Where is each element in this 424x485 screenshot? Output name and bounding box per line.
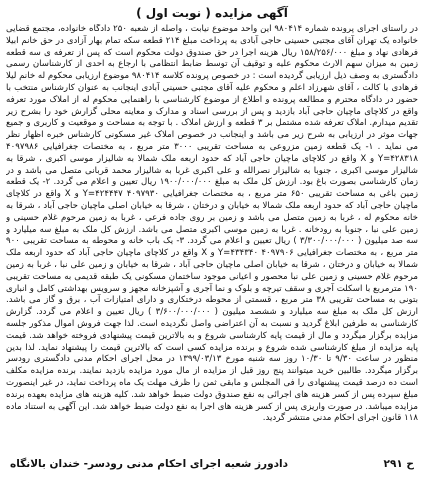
notice-body: در راستای اجرای پرونده شماره ۹۸۰۴۱۴ این واحد موضوع نیابت ، واصله از شعبه ۲۵۰ دادگاه خانواده، مجتمع قضایی خانواده یک تهران آقای مجتبی حسینی حاجی آبادی به پرداخت مبلغ ۲۱۴ قطعه سکه تمام بهار آزادی در حق خانم ابیلا فرهادی نهاد و مبلغ ۱۵۸/۲۵۶/۰۰۰ ریال هزینه اجرا در حق صندوق دولت محکوم است که پس از تعرفه ی سه قطعه زمین به میزان سهم الارث محکوم علیه و توقیف آن توسط ضابط انتظامی با ارجاع به احدی از کارشناسان رسمی دادگستری به وصف ذیل ارزیابی گردیده است : در خصوص پرونده کلاسه ۹۸۰۴۱۴ موضوع ارزیابی محکوم له خانم لیلا فرهادی با کالت ، آقای شهرزاد اعلم و محکوم علیه آقای مجتبی حسینی آبادی اینجانب به عنوان کارشناس منتخب با حضور در دادگاه محترم و مطالعه پرونده و اطلاع از موضوع کارشناسی با راهنمایی محکوم له از املاک مورد تعرفه واقع در کلاچای ماچیان حاجی آباد بازدید و پس از بررسی اسناد و مدارک و معاینه محلی گزارش خود را بشرح زیر تقدیم میدارم. املاک تعرفه شده مشتمل بر ۳ قطعه و ارزش املاک . با توجه به مساحت و موقعیت و کاربری و جمیع جهات موثر در ارزیابی به شرح زیر می باشد و اینجانب در خصوص املاک غیر مسکونی کارشناس خبره اظهار نظر می نماید . ۱- یک قطعه زمین مزروعی به مساحت تقریبی ۳۰۰۰ متر مربع ، به مختصات جغرافیایی ۴۰۹۷۹۸۶ Y=۴۲۸۳۱۸ و X واقع در کلاچای ماچیان حاجی آباد که حدود اربعه ملک شمالا به شالیزار موسی اکبری ، شرقا به شالیزار موسی اکبری ، جنوبا به شالیزار نصرالله و علی اکبری غربا به شالیزار محمد قربانی متصل می باشد و در زمان کارشناسی بصورت باغ بود. ارزش کل ملک به مبلغ ۱۹۰۰/۰۰۰/۰۰۰ ریال تعیین و اعلام می گردد. ۲- یک قطعه زمین باغی به مساحت تقریبی ۶۵۰ متر مربع ، به مختصات جغرافیایی ۴۰۹۷۹۳۰ Y=۴۲۴۴۴۷ و X واقع در کلاچای ماچیان حاجی آباد که حدود اربعه ملک شمالا به خیابان و درختان ، شرقا به خیابان اصلی ماچیان حاجی آباد ، شرقا به خانه محکوم له ، غربا به زمین متصل می باشد و زمین بر روی جاده فرعی ، غربا به زمین مرحوم غلام حسینی و زمین علی نبا ، جنوبا به رودخانه . غربا به زمین موسی اکبری متصل می باشد. ارزش کل ملک به مبلغ سه میلیارد و سه صد میلیون ( ۳/۳۰۰/۰۰۰/۰۰۰ ) ریال تعیین و اعلام می گردد. ۳- یک باب خانه و محوطه به مساحت تقریبی ۹۰۰ متر مربع ، به مختصات جغرافیایی ۴۰۹۷۹۰۶ Y=۴۳۴۳۴۰ و X واقع در کلاچای ماچیان حاجی آباد که حدود اربعه ملک شمالا به خیابان و درختان ، شرقا به خیابان اصلی ماچیان حاجی آباد ، شرقا به خیابان و زمین علی نبا ، غربا به زمین مرحوم غلام حسینی و زمین علی نبا محصور و اعیانی موجود ساختمان مسکونی یک طبقه قدیمی به مساحت تقریبی ۱۹۰ مترمربع با اسکلت آجری و سقف تیرچه و بلوک و نما آجری و آشپزخانه مجهز و سرویس بهداشتی کامل و انباری بتونی به مساحت تقریبی ۳۸ متر مربع ، قسمتی از محوطه درختکاری و دارای امتیازات آب ، برق و گاز می باشد. ارزش کل ملک به مبلغ سه میلیارد و ششصد میلیون ( ۳/۶۰۰/۰۰۰/۰۰۰ ) ریال تعیین و اعلام می گردد. گزارش کارشناسی به طرفین ابلاغ گردید و نسبت به آن اعتراضی واصل نگردیده است. لذا جهت فروش اموال مذکور جلسه مزایده برگزار میگردد و مال از قیمت پایه کارشناسی شروع و به بالاترین قیمت پیشنهادی فروخته خواهد شد. قیمت پایه مزایده از مبلغ کارشناسی شده شروع و برنده مزایده کسی است که بالاترین قیمت را پیشنهاد نماید. لذا بدین منظور در ساعت ۹/۳۰ تا ۱۰/۳۰ روز سه شنبه مورخ ۱۳۹۹/۰۳/۱۳ در محل اجرای احکام مدنی دادگستری رودسر برگزار میگردد. طالبین خرید میتوانند پنج روز قبل از مزایده از مال مورد مزایده بازدید نمایند. برنده مزایده مکلف است ده درصد قیمت پیشنهادی را فی المجلس و مابقی ثمن را ظرف مهلت یک ماه پرداخت نماید، در غیر اینصورت مبلغ سپرده پس از کسر هزینه های اجرائی به نفع صندوق دولت ضبط خواهد شد. کلیه هزینه های مزایده بعهده برنده مزایده میباشد. در صورت واریزی پس از کسر هزینه های اجرا به نفع دولت ضبط خواهد شد. این آگهی به استناد ماده ۱۱۸ قانون اجرای احکام مدنی منتشر گردید.: [6, 24, 418, 424]
notice-title: آگهی مزایده ( نوبت اول ): [136, 6, 288, 20]
notice-code: ح ۲۹۱: [383, 458, 414, 470]
notice-footer: [6, 457, 418, 471]
notice-signature: دادورز شعبه اجرای احکام مدنی رودسر- خندان بالانگاه: [10, 458, 288, 470]
